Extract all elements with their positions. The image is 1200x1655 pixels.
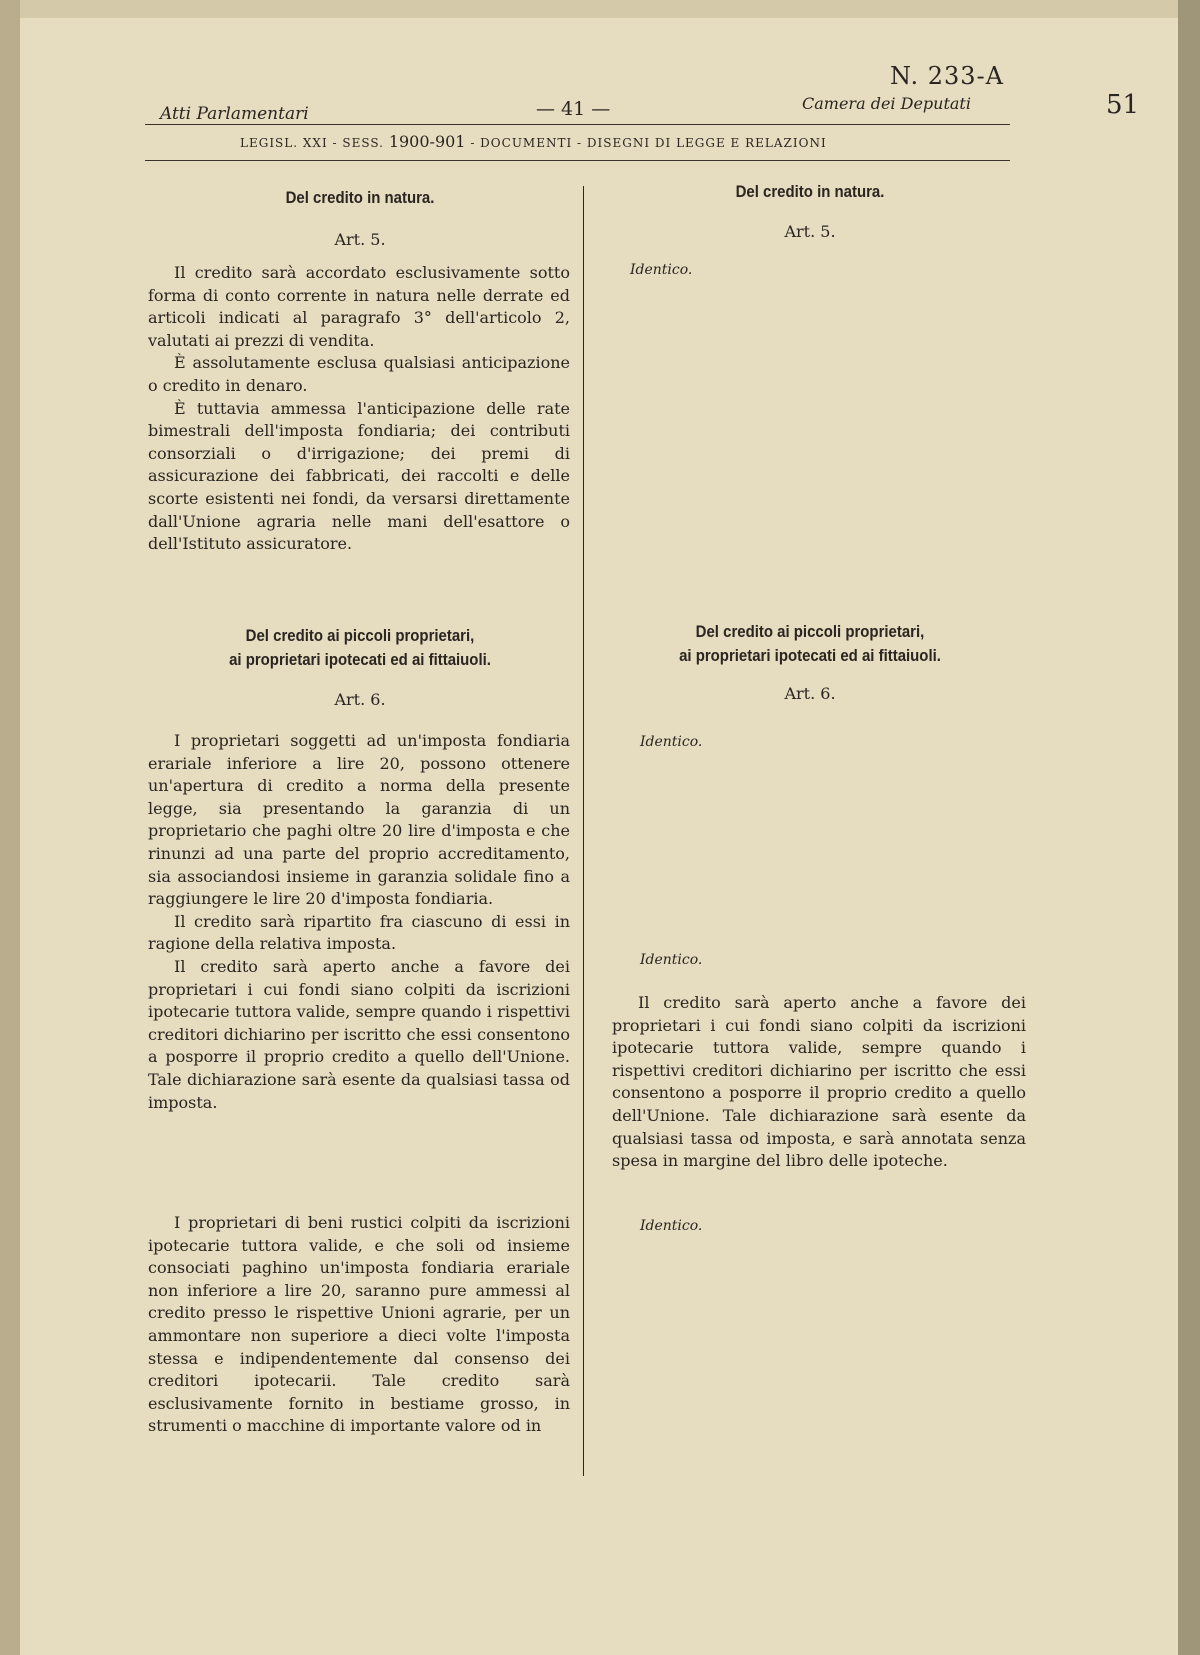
header-right-title: Camera dei Deputati bbox=[802, 94, 971, 113]
header-left-title: Atti Parlamentari bbox=[160, 104, 309, 124]
left-art6-body bbox=[148, 730, 570, 1114]
right-art6-label: Art. 6. bbox=[784, 684, 836, 703]
right-art5-label: Art. 5. bbox=[784, 222, 836, 241]
right-art6-body bbox=[612, 992, 1026, 1173]
left-art5-para: È assolutamente esclusa qualsiasi anticipazione o credito in denaro. bbox=[148, 353, 570, 395]
scan-border-top bbox=[20, 0, 1180, 18]
right-identico-4: Identico. bbox=[640, 1218, 703, 1234]
left-heading-line1: Del credito ai piccoli proprietari, bbox=[245, 626, 475, 645]
scan-border-right bbox=[1178, 0, 1200, 1655]
left-art6-last-text: I proprietari di beni rustici colpiti da iscrizioni ipotecarie tuttora valide, e che soli od insieme consociati paghino un'imposta fondiaria erariale non inferiore a lire 20, saranno pure ammessi al credito presso le rispettive Unioni agrarie, per un ammontare non superiore a dieci volte l'imposta stessa e indipendentemente dal consenso dei creditori ipotecarii. Tale credito sarà esclusivamente fornito in bestiame grosso, in strumenti o macchine di importante valore od in bbox=[148, 1213, 570, 1436]
left-art5-body bbox=[148, 262, 570, 556]
right-heading-line2: ai proprietari ipotecati ed ai fittaiuoli. bbox=[679, 646, 941, 665]
right-identico-3: Identico. bbox=[640, 952, 703, 968]
right-heading-line1: Del credito ai piccoli proprietari, bbox=[695, 622, 925, 641]
header-rule-top bbox=[145, 124, 1010, 125]
subtitle-year: 1900-901 bbox=[388, 132, 466, 151]
scan-border-left bbox=[0, 0, 20, 1655]
column-divider bbox=[583, 186, 584, 1476]
right-identico-2: Identico. bbox=[640, 734, 703, 750]
document-number: N. 233-A bbox=[890, 62, 1004, 90]
left-art6-last-para bbox=[148, 1212, 570, 1438]
header-rule-bottom bbox=[145, 160, 1010, 161]
left-art6-label: Art. 6. bbox=[334, 690, 386, 709]
right-art6-para: Il credito sarà aperto anche a favore dei proprietari i cui fondi siano colpiti da iscrizioni ipotecarie tuttora valide, sempre quando i rispettivi creditori dichiarino per iscritto che essi consentono a posporre il proprio credito a quello dell'Unione. Tale dichiarazione sarà esente da qualsiasi tassa od imposta, e sarà annotata senza spesa in margine del libro delle ipoteche. bbox=[612, 993, 1026, 1171]
header-page-marker: — 41 — bbox=[536, 98, 611, 120]
subtitle-part-a: LEGISL. XXI - SESS. bbox=[240, 136, 384, 150]
right-identico-1: Identico. bbox=[630, 262, 693, 278]
left-art5-para: È tuttavia ammessa l'anticipazione delle rate bimestrali dell'imposta fondiaria; dei contributi consorziali o d'irrigazione; dei premi di assicurazione dei fabbricati, dei raccolti e delle scorte esistenti nei fondi, da versarsi direttamente dall'Unione agraria nelle mani dell'esattore o dell'Istituto assicuratore. bbox=[148, 398, 570, 554]
left-art6-para: I proprietari soggetti ad un'imposta fondiaria erariale inferiore a lire 20, possono ottenere un'apertura di credito a norma della presente legge, sia presentando la garanzia di un proprietario che paghi oltre 20 lire d'imposta e che rinunzi ad una parte del proprio accreditamento, sia associandosi insieme in garanzia solidale fino a raggiungere le lire 20 d'imposta fondiaria. bbox=[148, 731, 570, 909]
left-heading-credito-natura: Del credito in natura. bbox=[285, 188, 435, 207]
left-heading-piccoli-proprietari bbox=[175, 624, 545, 672]
left-art6-para: Il credito sarà aperto anche a favore dei proprietari i cui fondi siano colpiti da iscrizioni ipotecarie tuttora valide, sempre quando i rispettivi creditori dichiarino per iscritto che essi consentono a posporre il proprio credito a quello dell'Unione. Tale dichiarazione sarà esente da qualsiasi tassa od imposta. bbox=[148, 956, 570, 1112]
right-heading-piccoli-proprietari bbox=[625, 620, 995, 668]
left-art5-para: Il credito sarà accordato esclusivamente sotto forma di conto corrente in natura nelle derrate ed articoli indicati al paragrafo 3° dell'articolo 2, valutati ai prezzi di vendita. bbox=[148, 263, 570, 350]
left-heading-line2: ai proprietari ipotecati ed ai fittaiuoli. bbox=[229, 650, 491, 669]
left-art5-label: Art. 5. bbox=[334, 230, 386, 249]
page-number: 51 bbox=[1106, 90, 1140, 120]
left-art6-para: Il credito sarà ripartito fra ciascuno di essi in ragione della relativa imposta. bbox=[148, 911, 570, 954]
right-heading-credito-natura: Del credito in natura. bbox=[735, 182, 885, 201]
subtitle-part-b: - DOCUMENTI - DISEGNI DI LEGGE E RELAZIONI bbox=[470, 136, 827, 150]
header-subtitle bbox=[240, 132, 827, 151]
